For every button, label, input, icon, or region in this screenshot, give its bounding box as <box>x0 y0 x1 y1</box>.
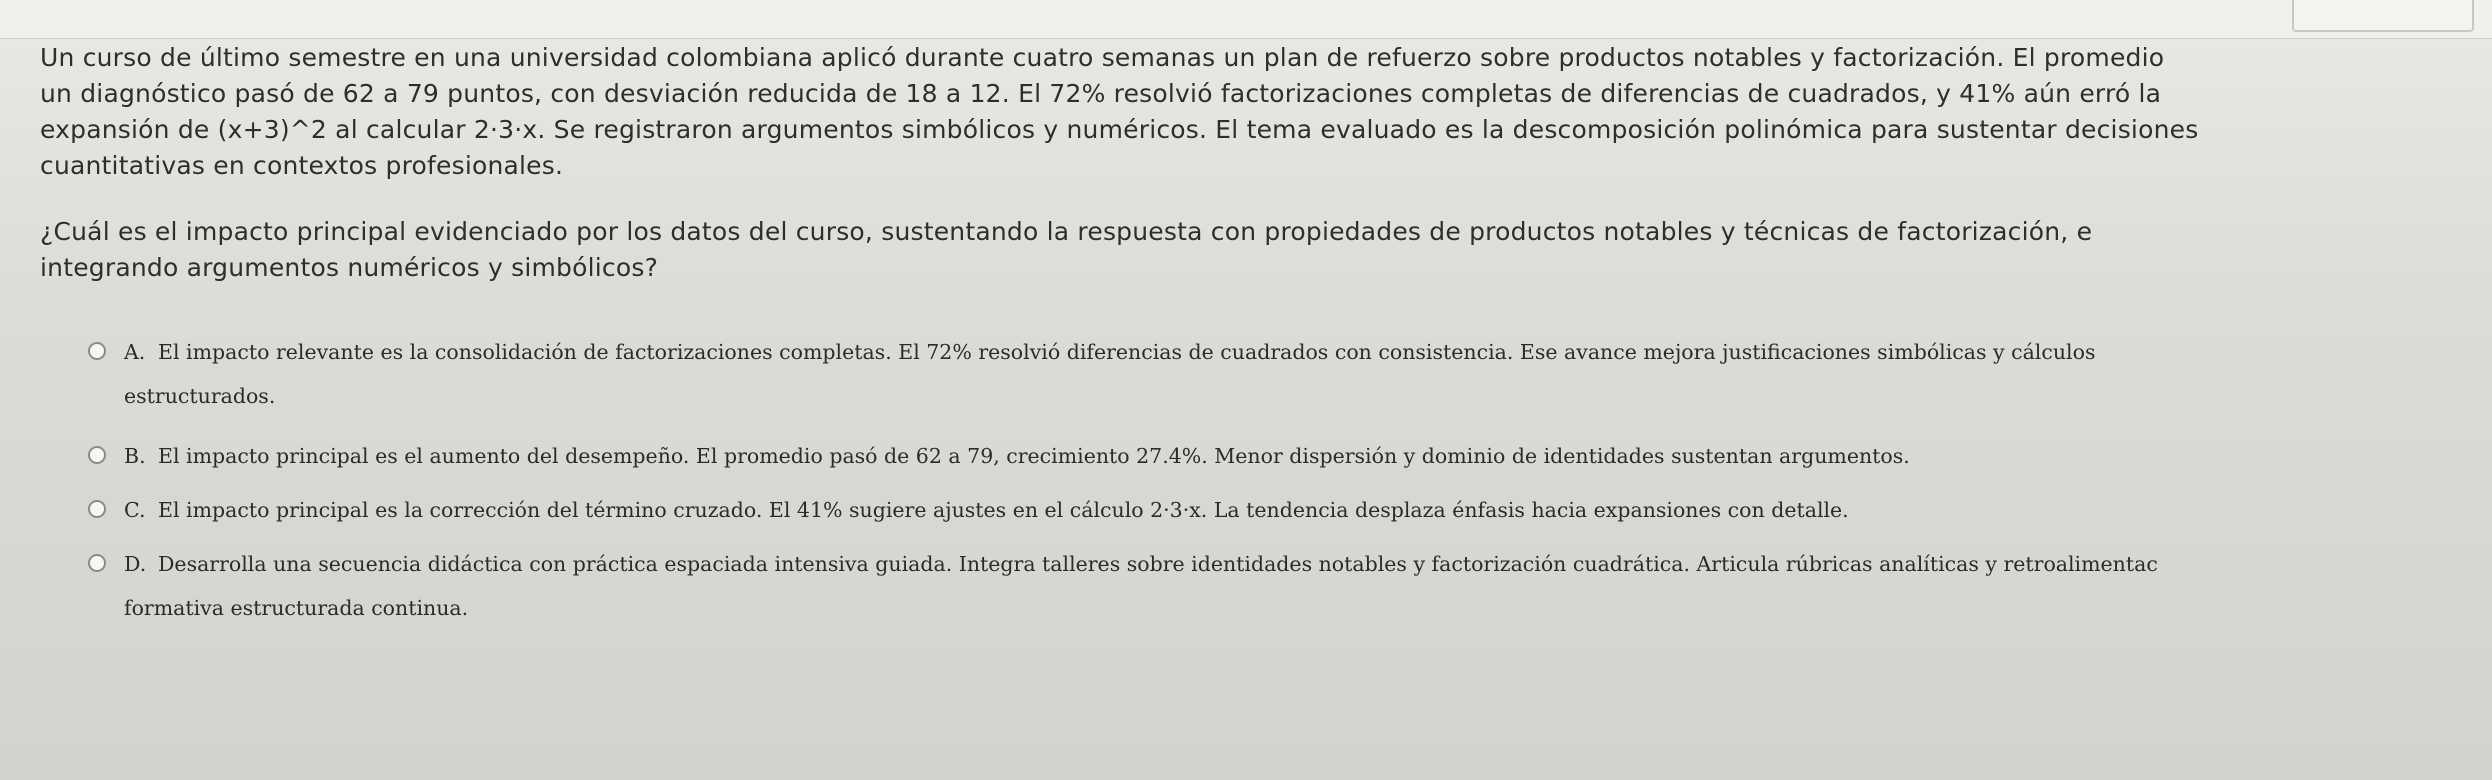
option-text-line-1: El impacto principal es el aumento del desempeño. El promedio pasó de 62 a 79, crecimiento 27.4%. Menor dispersión y dominio de identidades sustentan argumentos. <box>158 444 1910 468</box>
context-paragraph <box>40 40 2480 184</box>
radio-button-d[interactable] <box>88 554 106 572</box>
option-a[interactable] <box>92 330 2480 418</box>
option-letter: B. <box>124 444 146 468</box>
option-letter: D. <box>124 552 147 576</box>
radio-button-c[interactable] <box>88 500 106 518</box>
radio-button-a[interactable] <box>88 342 106 360</box>
answer-options <box>40 330 2480 630</box>
option-c[interactable] <box>92 488 2480 532</box>
option-text-line-1: El impacto principal es la corrección del término cruzado. El 41% sugiere ajustes en el cálculo 2·3·x. La tendencia desplaza énfasis hacia expansiones con detalle. <box>158 498 1849 522</box>
option-text-line-2: formativa estructurada continua. <box>124 596 469 620</box>
option-b[interactable] <box>92 434 2480 478</box>
context-line-1: Un curso de último semestre en una universidad colombiana aplicó durante cuatro semanas un plan de refuerzo sobre productos notables y factorización. El promedio <box>40 43 2165 72</box>
option-d[interactable] <box>92 542 2480 630</box>
option-text-line-1: El impacto relevante es la consolidación de factorizaciones completas. El 72% resolvió diferencias de cuadrados con consistencia. Ese avance mejora justificaciones simbólicas y cálculos <box>158 340 2096 364</box>
question-container <box>40 40 2480 642</box>
question-prompt <box>40 214 2480 286</box>
top-bar <box>0 0 2492 39</box>
context-line-3: expansión de (x+3)^2 al calcular 2·3·x. Se registraron argumentos simbólicos y numéricos. El tema evaluado es la descomposición polinómica para sustentar decisiones <box>40 115 2199 144</box>
context-line-2: un diagnóstico pasó de 62 a 79 puntos, con desviación reducida de 18 a 12. El 72% resolvió factorizaciones completas de diferencias de cuadrados, y 41% aún erró la <box>40 79 2162 108</box>
option-text-line-1: Desarrolla una secuencia didáctica con práctica espaciada intensiva guiada. Integra talleres sobre identidades notables y factorización cuadrática. Articula rúbricas analíticas y retroalimentac <box>158 552 2158 576</box>
radio-button-b[interactable] <box>88 446 106 464</box>
top-right-box <box>2292 0 2474 32</box>
question-line-2: integrando argumentos numéricos y simbólicos? <box>40 253 659 282</box>
context-line-4: cuantitativas en contextos profesionales. <box>40 151 564 180</box>
option-letter: C. <box>124 498 146 522</box>
question-line-1: ¿Cuál es el impacto principal evidenciado por los datos del curso, sustentando la respuesta con propiedades de productos notables y técnicas de factorización, e <box>40 217 2093 246</box>
option-text-line-2: estructurados. <box>124 384 276 408</box>
option-letter: A. <box>124 340 146 364</box>
